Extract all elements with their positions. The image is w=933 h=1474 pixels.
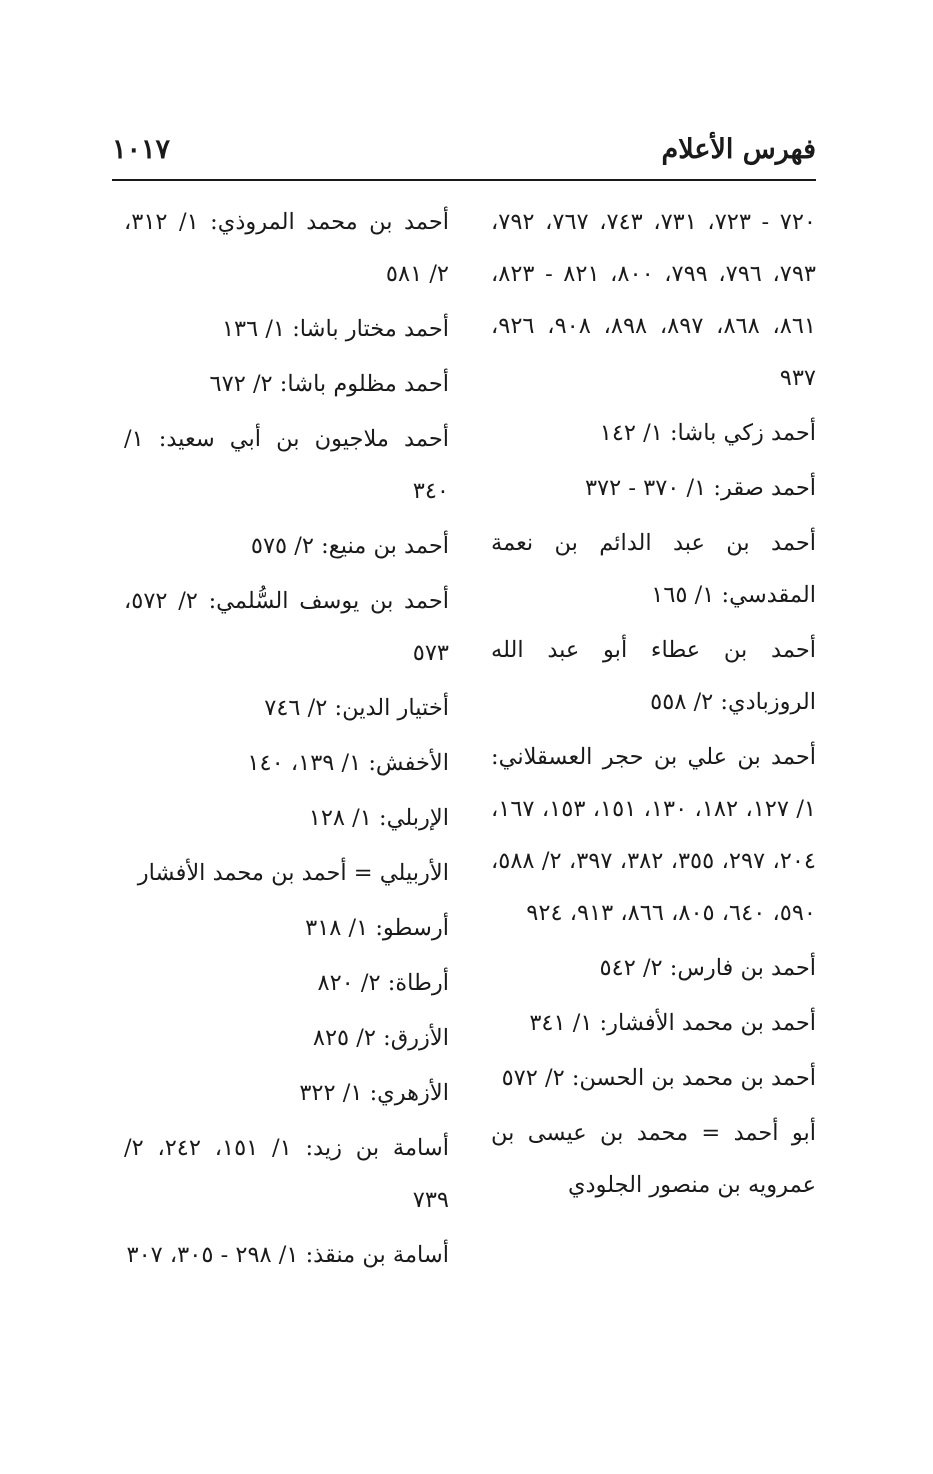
running-header — [112, 128, 816, 178]
index-entry: أرطاة: ٢/ ٨٢٠ — [317, 970, 449, 996]
index-entry: أحمد بن فارس: ٢/ ٥٤٢ — [599, 955, 816, 981]
index-entry: الأزرق: ٢/ ٨٢٥ — [312, 1025, 449, 1051]
index-entry: أحمد مختار باشا: ١/ ١٣٦ — [221, 316, 449, 342]
index-entry: أسامة بن زيد: ١/ ١٥١، ٢٤٢، ٢/ ٧٣٩ — [124, 1135, 449, 1213]
section-title: فهرس الأعلام — [661, 134, 816, 165]
index-entry: الأربيلي = أحمد بن محمد الأفشار — [137, 860, 449, 886]
index-entry: أحمد صقر: ١/ ٣٧٠ - ٣٧٢ — [584, 475, 816, 501]
index-entry: أختيار الدين: ٢/ ٧٤٦ — [264, 695, 449, 721]
index-entry: أحمد بن منيع: ٢/ ٥٧٥ — [250, 533, 449, 559]
index-entry: أحمد بن محمد الأفشار: ١/ ٣٤١ — [529, 1010, 816, 1036]
index-column-left — [124, 196, 449, 1284]
index-entry: الأزهري: ١/ ٣٢٢ — [299, 1080, 449, 1106]
index-entry: أحمد زكي باشا: ١/ ١٤٢ — [599, 420, 816, 446]
index-entry: أحمد بن محمد المروذي: ١/ ٣١٢، ٢/ ٥٨١ — [124, 209, 450, 287]
index-entry: أسامة بن منقذ: ١/ ٢٩٨ - ٣٠٥، ٣٠٧ — [126, 1242, 449, 1268]
index-entry: أبو أحمد = محمد بن عيسى بن عمرويه بن منصور الجلودي — [491, 1120, 816, 1198]
index-entry: ٧٢٠ - ٧٢٣، ٧٣١، ٧٤٣، ٧٦٧، ٧٩٢، ٧٩٣، ٧٩٦، ٧٩٩، ٨٠٠، ٨٢١ - ٨٢٣، ٨٦١، ٨٦٨، ٨٩٧، ٨٩٨، ٩٠٨، ٩٢٦، ٩٣٧ — [491, 209, 817, 391]
index-entry: الأخفش: ١/ ١٣٩، ١٤٠ — [247, 750, 449, 776]
index-entry: أحمد بن علي بن حجر العسقلاني: ١/ ١٢٧، ١٨٢، ١٣٠، ١٥١، ١٥٣، ١٦٧، ٢٠٤، ٢٩٧، ٣٥٥، ٣٨٢، ٣٩٧، ٢/ ٥٨٨، ٥٩٠، ٦٤٠، ٨٠٥، ٨٦٦، ٩١٣، ٩٢٤ — [491, 744, 817, 926]
header-rule — [112, 179, 816, 181]
index-entry: أحمد بن محمد بن الحسن: ٢/ ٥٧٢ — [501, 1065, 816, 1091]
index-entry: أحمد بن عبد الدائم بن نعمة المقدسي: ١/ ١٦٥ — [491, 530, 816, 608]
index-entry: أحمد ملاجيون بن أبي سعيد: ١/ ٣٤٠ — [124, 426, 449, 504]
index-column-right — [491, 196, 816, 1214]
index-entry: أحمد بن عطاء أبو عبد الله الروزبادي: ٢/ ٥٥٨ — [491, 637, 816, 715]
page-number: ١٠١٧ — [112, 134, 171, 165]
index-entry: أرسطو: ١/ ٣١٨ — [305, 915, 449, 941]
index-entry: أحمد بن يوسف السُّلمي: ٢/ ٥٧٢، ٥٧٣ — [124, 588, 449, 666]
index-entry: الإربلي: ١/ ١٢٨ — [308, 805, 449, 831]
index-entry: أحمد مظلوم باشا: ٢/ ٦٧٢ — [209, 371, 449, 397]
